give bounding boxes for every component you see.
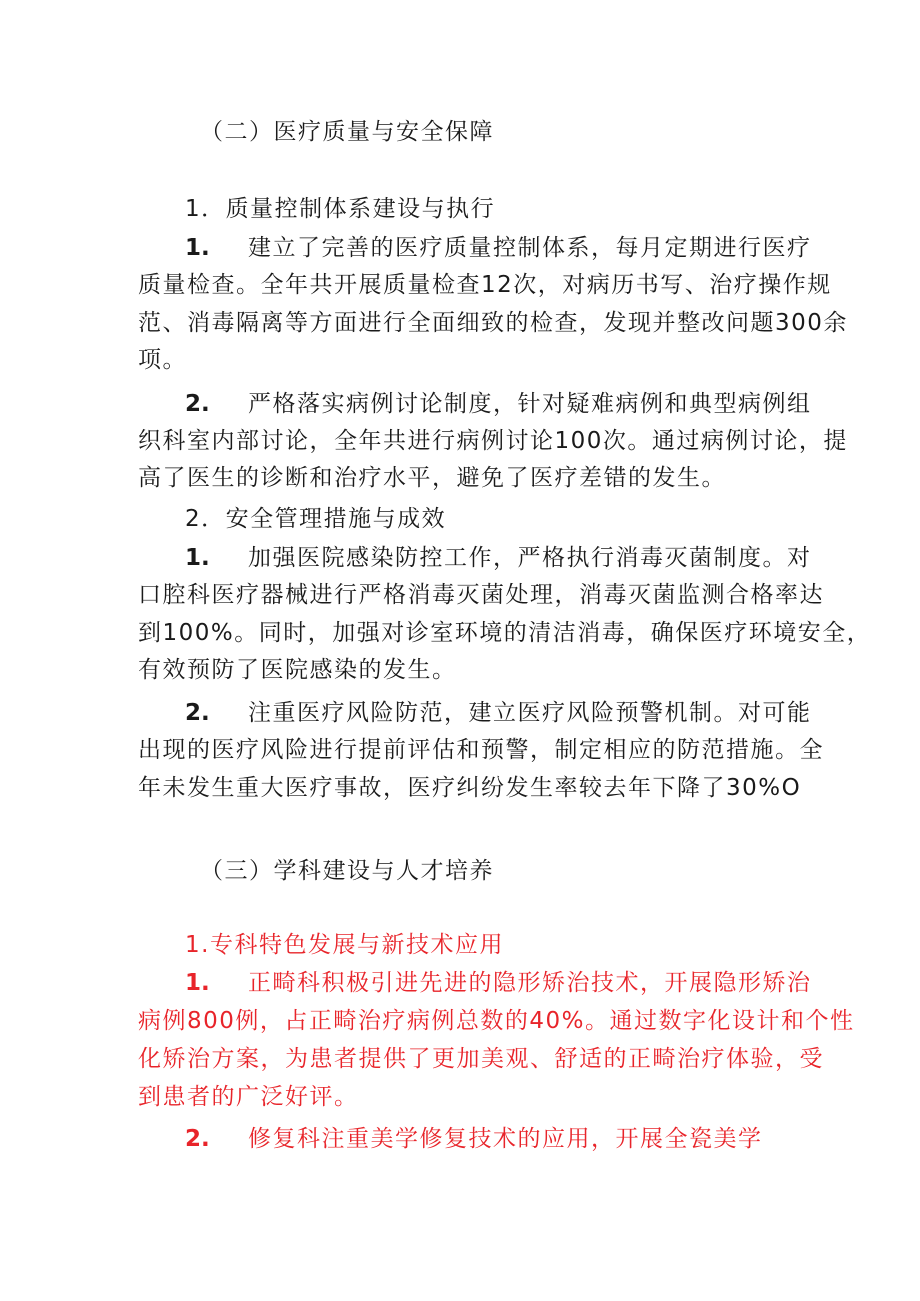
- paragraph-line: 到患者的广泛好评。: [138, 1084, 359, 1110]
- paragraph-line: 有效预防了医院感染的发生。: [138, 657, 457, 683]
- section-heading: （二）医疗质量与安全保障: [200, 119, 494, 145]
- paragraph-line: 项。: [138, 347, 187, 373]
- paragraph-line: 年未发生重大医疗事故，医疗纠纷发生率较去年下降了30%O: [138, 775, 802, 801]
- subsection-title: 1.专科特色发展与新技术应用: [185, 932, 504, 958]
- subsection-title: 1．质量控制体系建设与执行: [185, 196, 496, 222]
- paragraph-line: 出现的医疗风险进行提前评估和预警，制定相应的防范措施。全: [138, 737, 824, 763]
- paragraph-line: 化矫治方案，为患者提供了更加美观、舒适的正畸治疗体验，受: [138, 1046, 824, 1072]
- paragraph-line: 注重医疗风险防范，建立医疗风险预警机制。对可能: [248, 700, 812, 726]
- item-number: 2.: [185, 391, 210, 417]
- paragraph-line: 正畸科积极引进先进的隐形矫治技术，开展隐形矫治: [248, 970, 812, 996]
- paragraph-line: 质量检查。全年共开展质量检查12次，对病历书写、治疗操作规: [138, 272, 832, 298]
- paragraph-line: 加强医院感染防控工作，严格执行消毒灭菌制度。对: [248, 545, 812, 571]
- subsection-title: 2．安全管理措施与成效: [185, 506, 447, 532]
- paragraph-line: 建立了完善的医疗质量控制体系，每月定期进行医疗: [248, 235, 812, 261]
- paragraph-line: 严格落实病例讨论制度，针对疑难病例和典型病例组: [248, 391, 812, 417]
- item-number: 1.: [185, 545, 210, 571]
- item-number: 2.: [185, 1126, 210, 1152]
- paragraph-line: 织科室内部讨论，全年共进行病例讨论100次。通过病例讨论，提: [138, 428, 848, 454]
- section-heading: （三）学科建设与人才培养: [200, 858, 494, 884]
- paragraph-line: 范、消毒隔离等方面进行全面细致的检查，发现并整改问题300余: [138, 310, 848, 336]
- paragraph-line: 病例800例，占正畸治疗病例总数的40%。通过数字化设计和个性: [138, 1008, 855, 1034]
- item-number: 1.: [185, 970, 210, 996]
- paragraph-line: 到100%。同时，加强对诊室环境的清洁消毒，确保医疗环境安全，: [138, 620, 872, 646]
- item-number: 2.: [185, 700, 210, 726]
- paragraph-line: 口腔科医疗器械进行严格消毒灭菌处理，消毒灭菌监测合格率达: [138, 582, 824, 608]
- paragraph-line: 高了医生的诊断和治疗水平，避免了医疗差错的发生。: [138, 465, 726, 491]
- item-number: 1.: [185, 235, 210, 261]
- paragraph-line: 修复科注重美学修复技术的应用，开展全瓷美学: [248, 1126, 763, 1152]
